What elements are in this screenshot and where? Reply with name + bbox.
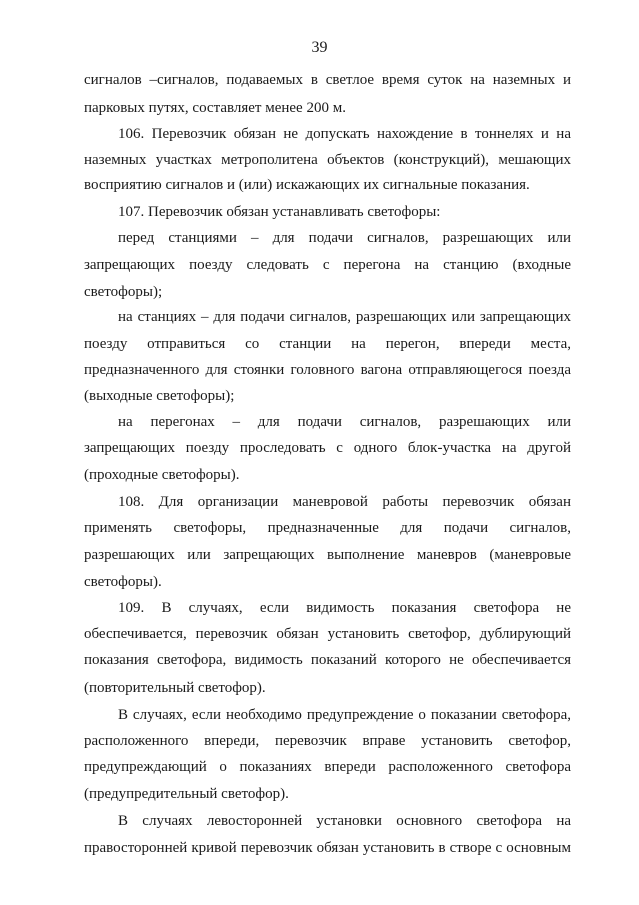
text-line: предупреждающий о показаниях впереди расположенного светофора: [84, 759, 571, 775]
text-line: (выходные светофоры);: [84, 388, 235, 404]
text-line: обеспечивается, перевозчик обязан установить светофор, дублирующий: [84, 626, 571, 642]
text-line: 106. Перевозчик обязан не допускать нахождение в тоннелях и на: [118, 126, 571, 142]
text-line: на перегонах – для подачи сигналов, разрешающих или: [118, 414, 571, 430]
text-line: 109. В случаях, если видимость показания светофора не: [118, 600, 571, 616]
text-line: (проходные светофоры).: [84, 467, 240, 483]
text-line: запрещающих поезду следовать с перегона на станцию (входные: [84, 257, 571, 273]
text-line: перед станциями – для подачи сигналов, разрешающих или: [118, 230, 571, 246]
text-line: предназначенного для стоянки головного вагона отправляющегося поезда: [84, 362, 571, 378]
text-line: светофоры).: [84, 574, 162, 590]
text-line: (предупредительный светофор).: [84, 786, 289, 802]
text-line: В случаях, если необходимо предупреждение о показании светофора,: [118, 707, 571, 723]
text-line: разрешающих или запрещающих выполнение маневров (маневровые: [84, 547, 571, 563]
text-line: В случаях левосторонней установки основного светофора на: [118, 813, 571, 829]
text-line: наземных участках метрополитена объектов (конструкций), мешающих: [84, 152, 571, 168]
text-line: применять светофоры, предназначенные для подачи сигналов,: [84, 520, 571, 536]
text-line: расположенного впереди, перевозчик вправе установить светофор,: [84, 733, 571, 749]
text-line: сигналов –сигналов, подаваемых в светлое время суток на наземных и: [84, 72, 571, 88]
text-line: поезду отправиться со станции на перегон, впереди места,: [84, 336, 571, 352]
text-line: запрещающих поезду проследовать с одного блок-участка на другой: [84, 440, 571, 456]
text-line: светофоры);: [84, 284, 163, 300]
text-line: 108. Для организации маневровой работы перевозчик обязан: [118, 494, 571, 510]
text-line: восприятию сигналов и (или) искажающих их сигнальные показания.: [84, 177, 530, 193]
text-line: правосторонней кривой перевозчик обязан установить в створе с основным: [84, 840, 571, 856]
text-line: парковых путях, составляет менее 200 м.: [84, 100, 346, 116]
page-number: 39: [311, 39, 328, 56]
text-line: 107. Перевозчик обязан устанавливать светофоры:: [118, 204, 441, 220]
text-line: (повторительный светофор).: [84, 680, 266, 696]
text-line: на станциях – для подачи сигналов, разрешающих или запрещающих: [118, 309, 571, 325]
text-line: показания светофора, видимость показаний которого не обеспечивается: [84, 652, 571, 668]
